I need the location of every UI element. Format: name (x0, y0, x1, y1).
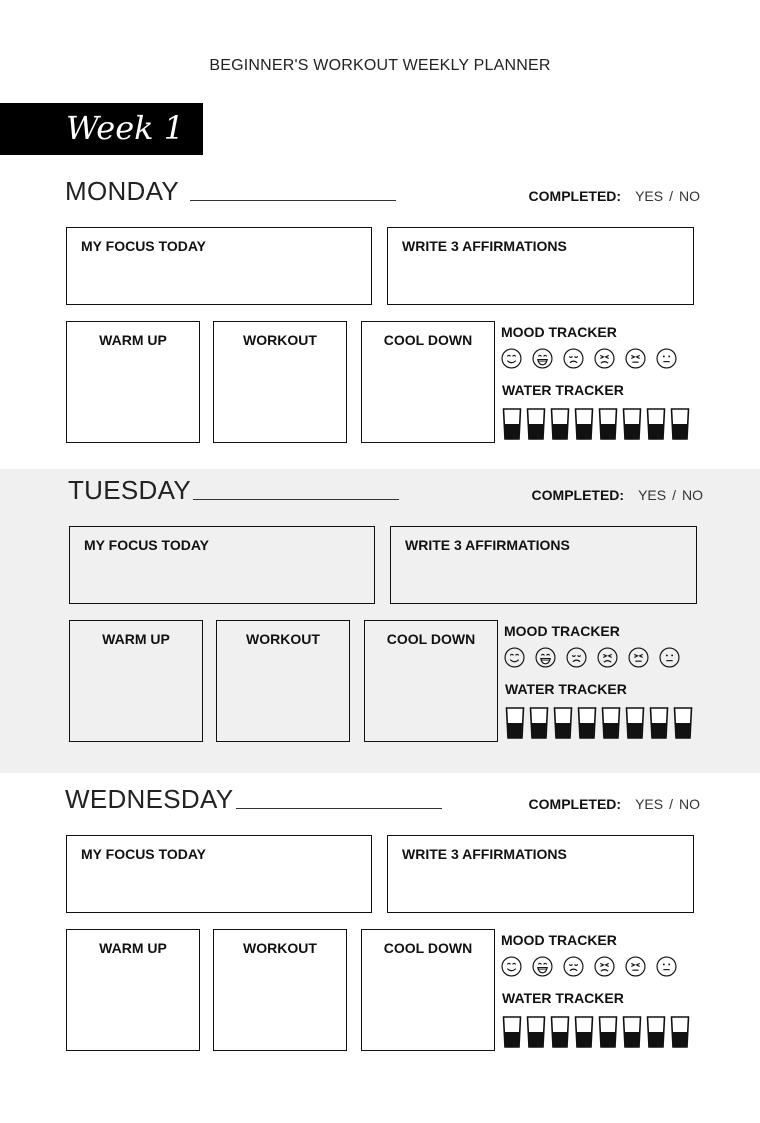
day-section-monday (0, 170, 760, 474)
warm-up-box[interactable] (66, 929, 200, 1051)
mood-tracker-label: MOOD TRACKER (501, 932, 617, 948)
water-glass-icon[interactable] (574, 1015, 594, 1049)
water-tracker-label: WATER TRACKER (502, 990, 624, 1006)
date-line[interactable] (190, 200, 396, 201)
grin-face-icon[interactable] (535, 647, 556, 668)
cool-down-box[interactable] (361, 929, 495, 1051)
completed-separator: / (669, 188, 673, 204)
affirmations-box-label: WRITE 3 AFFIRMATIONS (405, 537, 570, 553)
completed-no-option[interactable]: NO (682, 487, 703, 503)
angry-face-icon[interactable] (628, 647, 649, 668)
workout-box[interactable] (213, 929, 347, 1051)
neutral-face-icon[interactable] (656, 956, 677, 977)
water-glass-icon[interactable] (673, 706, 693, 740)
completed-status (529, 188, 700, 204)
water-glass-icon[interactable] (646, 407, 666, 441)
sad-face-icon[interactable] (563, 348, 584, 369)
mood-tracker-label: MOOD TRACKER (501, 324, 617, 340)
focus-box-label: MY FOCUS TODAY (81, 238, 206, 254)
completed-label: COMPLETED: (531, 487, 625, 503)
sad-face-icon[interactable] (566, 647, 587, 668)
water-glass-icon[interactable] (502, 1015, 522, 1049)
neutral-face-icon[interactable] (656, 348, 677, 369)
warm-up-box-label: WARM UP (99, 332, 167, 348)
upset-face-icon[interactable] (594, 348, 615, 369)
completed-status (532, 487, 703, 503)
warm-up-box-label: WARM UP (99, 940, 167, 956)
angry-face-icon[interactable] (625, 348, 646, 369)
affirmations-box[interactable] (390, 526, 697, 604)
water-glass-icon[interactable] (574, 407, 594, 441)
water-glass-icon[interactable] (502, 407, 522, 441)
cool-down-box-label: COOL DOWN (383, 332, 473, 348)
water-tracker-glasses (502, 1015, 690, 1049)
focus-box[interactable] (66, 227, 372, 305)
cool-down-box-label: COOL DOWN (386, 631, 476, 647)
warm-up-box-label: WARM UP (102, 631, 170, 647)
day-section-wednesday (0, 778, 760, 1082)
completed-separator: / (669, 796, 673, 812)
water-glass-icon[interactable] (622, 407, 642, 441)
completed-no-option[interactable]: NO (679, 188, 700, 204)
completed-no-option[interactable]: NO (679, 796, 700, 812)
date-line[interactable] (236, 808, 442, 809)
water-tracker-label: WATER TRACKER (505, 681, 627, 697)
workout-box[interactable] (216, 620, 350, 742)
affirmations-box[interactable] (387, 835, 694, 913)
completed-yes-option[interactable]: YES (635, 188, 664, 204)
water-glass-icon[interactable] (670, 407, 690, 441)
mood-tracker-icons (501, 348, 677, 369)
water-tracker-glasses (502, 407, 690, 441)
page-title: BEGINNER'S WORKOUT WEEKLY PLANNER (209, 57, 551, 74)
smile-face-icon[interactable] (501, 956, 522, 977)
date-line[interactable] (193, 499, 399, 500)
cool-down-box[interactable] (361, 321, 495, 443)
water-glass-icon[interactable] (625, 706, 645, 740)
water-glass-icon[interactable] (646, 1015, 666, 1049)
neutral-face-icon[interactable] (659, 647, 680, 668)
warm-up-box[interactable] (69, 620, 203, 742)
mood-tracker-label: MOOD TRACKER (504, 623, 620, 639)
mood-tracker-icons (504, 647, 680, 668)
water-glass-icon[interactable] (598, 1015, 618, 1049)
water-glass-icon[interactable] (649, 706, 669, 740)
day-name: WEDNESDAY (65, 784, 234, 814)
grin-face-icon[interactable] (532, 956, 553, 977)
completed-yes-option[interactable]: YES (638, 487, 667, 503)
water-tracker-glasses (505, 706, 693, 740)
water-glass-icon[interactable] (553, 706, 573, 740)
workout-box[interactable] (213, 321, 347, 443)
day-name: MONDAY (65, 176, 179, 206)
completed-status (529, 796, 700, 812)
workout-box-label: WORKOUT (243, 332, 317, 348)
water-glass-icon[interactable] (598, 407, 618, 441)
water-glass-icon[interactable] (670, 1015, 690, 1049)
sad-face-icon[interactable] (563, 956, 584, 977)
upset-face-icon[interactable] (597, 647, 618, 668)
completed-separator: / (672, 487, 676, 503)
cool-down-box-label: COOL DOWN (383, 940, 473, 956)
smile-face-icon[interactable] (504, 647, 525, 668)
completed-label: COMPLETED: (528, 188, 622, 204)
warm-up-box[interactable] (66, 321, 200, 443)
water-glass-icon[interactable] (550, 1015, 570, 1049)
workout-box-label: WORKOUT (243, 940, 317, 956)
day-name: TUESDAY (68, 475, 191, 505)
smile-face-icon[interactable] (501, 348, 522, 369)
focus-box[interactable] (66, 835, 372, 913)
upset-face-icon[interactable] (594, 956, 615, 977)
water-glass-icon[interactable] (622, 1015, 642, 1049)
water-glass-icon[interactable] (529, 706, 549, 740)
affirmations-box[interactable] (387, 227, 694, 305)
water-tracker-label: WATER TRACKER (502, 382, 624, 398)
water-glass-icon[interactable] (526, 407, 546, 441)
water-glass-icon[interactable] (577, 706, 597, 740)
angry-face-icon[interactable] (625, 956, 646, 977)
affirmations-box-label: WRITE 3 AFFIRMATIONS (402, 238, 567, 254)
water-glass-icon[interactable] (505, 706, 525, 740)
affirmations-box-label: WRITE 3 AFFIRMATIONS (402, 846, 567, 862)
completed-yes-option[interactable]: YES (635, 796, 664, 812)
focus-box[interactable] (69, 526, 375, 604)
focus-box-label: MY FOCUS TODAY (81, 846, 206, 862)
completed-label: COMPLETED: (528, 796, 622, 812)
mood-tracker-icons (501, 956, 677, 977)
water-glass-icon[interactable] (601, 706, 621, 740)
day-section-tuesday (0, 469, 760, 773)
grin-face-icon[interactable] (532, 348, 553, 369)
workout-box-label: WORKOUT (246, 631, 320, 647)
water-glass-icon[interactable] (550, 407, 570, 441)
week-banner: Week 1 (0, 103, 203, 155)
cool-down-box[interactable] (364, 620, 498, 742)
water-glass-icon[interactable] (526, 1015, 546, 1049)
focus-box-label: MY FOCUS TODAY (84, 537, 209, 553)
